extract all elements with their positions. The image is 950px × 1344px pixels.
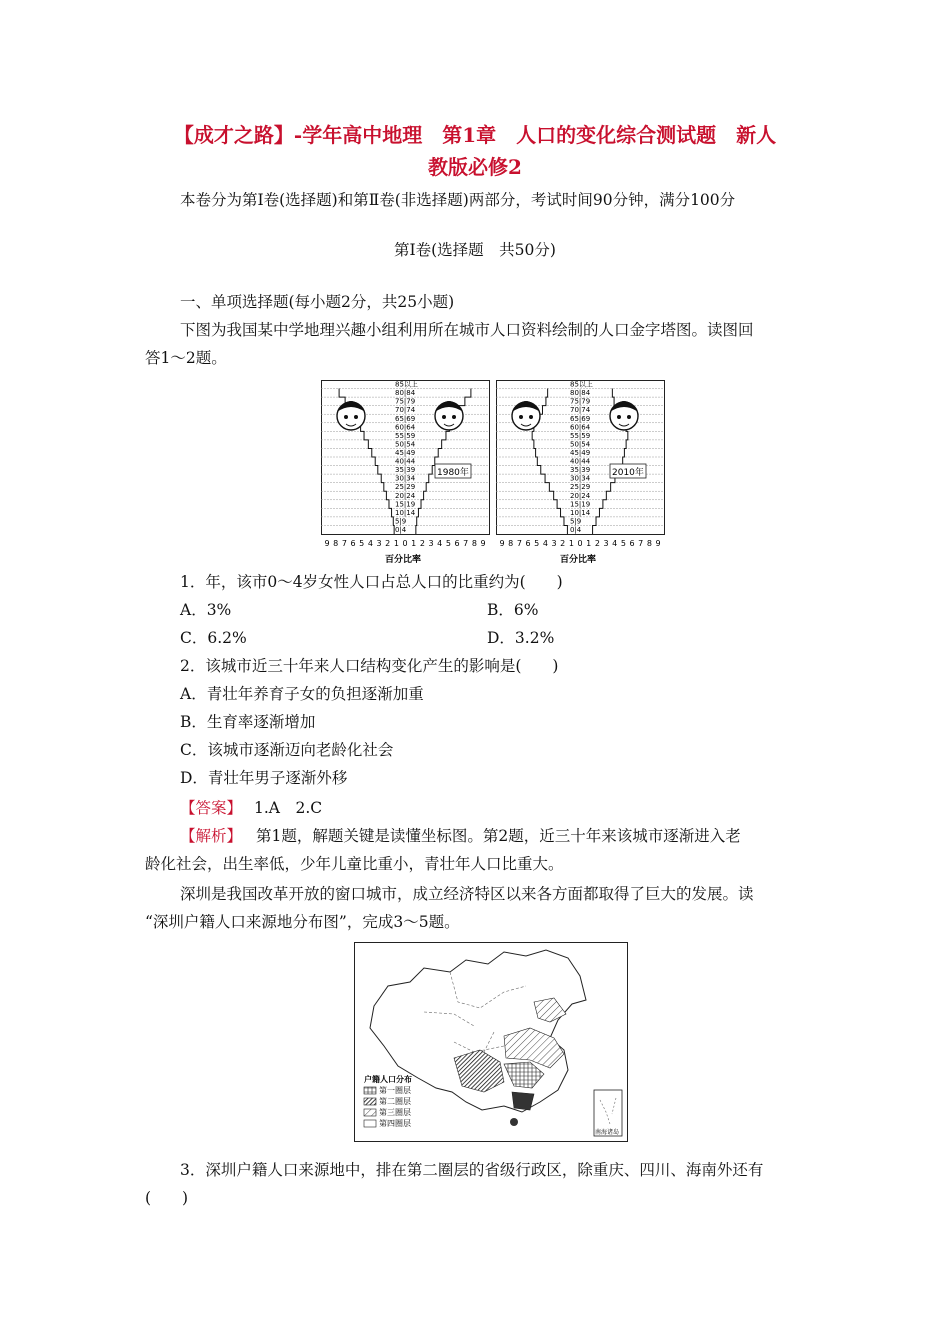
x-tick-label: 9 (655, 539, 661, 548)
age-label: 20|24 (570, 491, 591, 500)
age-label: 80|84 (395, 389, 416, 398)
q3-line1: 3．深圳户籍人口来源地中，排在第二圈层的省级行政区，除重庆、四川、海南外还有 (180, 1161, 764, 1179)
age-label: 20|24 (395, 491, 416, 500)
age-label: 50|54 (395, 440, 416, 449)
x-tick-label: 0 (402, 539, 408, 548)
x-tick-label: 4 (612, 539, 618, 548)
x-tick-label: 8 (646, 539, 652, 548)
age-label: 40|44 (570, 457, 591, 466)
q2-option-c: C．该城市逐渐迈向老龄化社会 (180, 741, 394, 759)
x-tick-label: 1 (586, 539, 592, 548)
x-tick-label: 8 (471, 539, 477, 548)
stem1-line1: 下图为我国某中学地理兴趣小组利用所在城市人口资料绘制的人口金字塔图。读图回 (180, 321, 754, 339)
pyramid-2010 (496, 380, 665, 565)
x-tick-label: 9 (324, 539, 330, 548)
intro-text: 本卷分为第Ⅰ卷(选择题)和第Ⅱ卷(非选择题)两部分，考试时间90分钟，满分100分 (180, 191, 736, 209)
age-label: 15|19 (395, 500, 416, 509)
legend-item-4: 第四圈层 (379, 1119, 411, 1128)
legend-item-1: 第一圈层 (379, 1086, 411, 1095)
age-label: 30|34 (395, 474, 416, 483)
document-title (0, 120, 950, 150)
age-label: 70|74 (570, 406, 591, 415)
document-title-line2: 教版必修2 (428, 155, 522, 179)
age-label: 75|79 (395, 397, 416, 406)
year-label: 2010年 (612, 468, 644, 478)
analysis-block (180, 822, 741, 850)
inset-label: 南海诸岛 (595, 1129, 620, 1136)
analysis-label: 【解析】 (180, 827, 243, 845)
x-tick-label: 6 (525, 539, 531, 548)
x-tick-label: 1 (411, 539, 417, 548)
age-label: 10|14 (570, 508, 591, 517)
x-tick-label: 8 (333, 539, 339, 548)
title-line1: -学年高中地理 第1章 人口的变化综合测试题 新人 (293, 123, 777, 147)
x-tick-label: 2 (385, 539, 391, 548)
year-label: 1980年 (437, 468, 469, 478)
x-tick-label: 7 (463, 539, 469, 548)
x-tick-label: 7 (516, 539, 522, 548)
x-tick-label: 5 (534, 539, 540, 548)
x-tick-label: 2 (419, 539, 425, 548)
age-label: 75|79 (570, 397, 591, 406)
age-label: 65|69 (395, 414, 416, 423)
x-tick-label: 7 (341, 539, 347, 548)
q1-option-b: B．6% (487, 601, 539, 619)
age-label: 25|29 (395, 483, 416, 492)
age-label: 80|84 (570, 389, 591, 398)
answer-block (180, 794, 322, 822)
part-heading: 一、单项选择题(每小题2分，共25小题) (180, 293, 455, 311)
x-tick-label: 3 (551, 539, 557, 548)
legend-item-3: 第三圈层 (379, 1108, 411, 1117)
q2-stem: 2．该城市近三十年来人口结构变化产生的影响是( ) (180, 657, 559, 675)
stem3-line1: 深圳是我国改革开放的窗口城市，成立经济特区以来各方面都取得了巨大的发展。读 (180, 885, 754, 903)
hainan-dot (510, 1118, 518, 1126)
map-legend-title: 户籍人口分布 (364, 1075, 412, 1084)
x-tick-label: 6 (350, 539, 356, 548)
age-label: 40|44 (395, 457, 416, 466)
age-label: 85以上 (570, 380, 593, 389)
age-label: 45|49 (395, 449, 416, 457)
x-tick-label: 5 (445, 539, 451, 548)
x-tick-label: 4 (367, 539, 373, 548)
age-label: 5|9 (395, 517, 407, 526)
x-tick-label: 3 (376, 539, 382, 548)
age-label: 60|64 (395, 423, 416, 432)
population-pyramids (320, 378, 668, 566)
answer-text: 1.A 2.C (254, 799, 323, 817)
q1-option-d: D．3.2% (487, 629, 555, 647)
stem1-line2: 答1～2题。 (145, 349, 227, 367)
age-label: 45|49 (570, 449, 591, 457)
x-tick-label: 8 (508, 539, 514, 548)
pyramid-1980 (321, 380, 490, 565)
stem3-line2: “深圳户籍人口来源地分布图”，完成3～5题。 (145, 913, 460, 931)
age-label: 30|34 (570, 474, 591, 483)
age-label: 0|4 (395, 526, 407, 534)
age-label: 0|4 (570, 526, 582, 534)
x-tick-label: 9 (499, 539, 505, 548)
x-axis-label: 百分比率 (385, 555, 422, 565)
q2-option-b: B．生育率逐渐增加 (180, 713, 316, 731)
age-label: 55|59 (395, 431, 416, 440)
age-label: 35|39 (570, 466, 591, 475)
legend-item-2: 第二圈层 (379, 1097, 411, 1106)
x-tick-label: 2 (560, 539, 566, 548)
x-tick-label: 5 (359, 539, 365, 548)
x-axis-label: 百分比率 (560, 555, 597, 565)
age-label: 85以上 (395, 380, 418, 389)
q1-option-c: C．6.2% (180, 629, 247, 647)
x-tick-label: 4 (437, 539, 443, 548)
age-label: 10|14 (395, 508, 416, 517)
x-tick-label: 7 (638, 539, 644, 548)
q3-line2: ( ) (145, 1189, 189, 1207)
q1-option-a: A．3% (180, 601, 232, 619)
x-tick-label: 6 (629, 539, 635, 548)
x-tick-label: 6 (454, 539, 460, 548)
x-tick-label: 1 (393, 539, 399, 548)
q1-stem: 1．年，该市0～4岁女性人口占总人口的比重约为( ) (180, 573, 563, 591)
answer-label: 【答案】 (180, 799, 243, 817)
age-label: 50|54 (570, 440, 591, 449)
china-population-source-map (354, 942, 628, 1142)
section-title: 第Ⅰ卷(选择题 共50分) (394, 241, 556, 259)
q2-option-a: A．青壮年养育子女的负担逐渐加重 (180, 685, 424, 703)
x-tick-label: 5 (620, 539, 626, 548)
age-label: 70|74 (395, 406, 416, 415)
age-label: 65|69 (570, 414, 591, 423)
q2-option-d: D．青壮年男子逐渐外移 (180, 769, 348, 787)
x-tick-label: 1 (568, 539, 574, 548)
analysis-line2: 龄化社会，出生率低，少年儿童比重小，青壮年人口比重大。 (145, 855, 564, 873)
x-tick-label: 9 (480, 539, 486, 548)
age-label: 15|19 (570, 500, 591, 509)
x-tick-label: 3 (428, 539, 434, 548)
x-tick-label: 2 (594, 539, 600, 548)
region-circle-2b (512, 1092, 534, 1110)
x-tick-label: 0 (577, 539, 583, 548)
age-label: 35|39 (395, 466, 416, 475)
age-label: 5|9 (570, 517, 582, 526)
age-label: 60|64 (570, 423, 591, 432)
x-tick-label: 4 (542, 539, 548, 548)
age-label: 25|29 (570, 483, 591, 492)
title-bracket: 【成才之路】 (173, 123, 294, 147)
analysis-line1: 第1题，解题关键是读懂坐标图。第2题，近三十年来该城市逐渐进入老 (256, 827, 741, 845)
x-tick-label: 3 (603, 539, 609, 548)
age-label: 55|59 (570, 431, 591, 440)
